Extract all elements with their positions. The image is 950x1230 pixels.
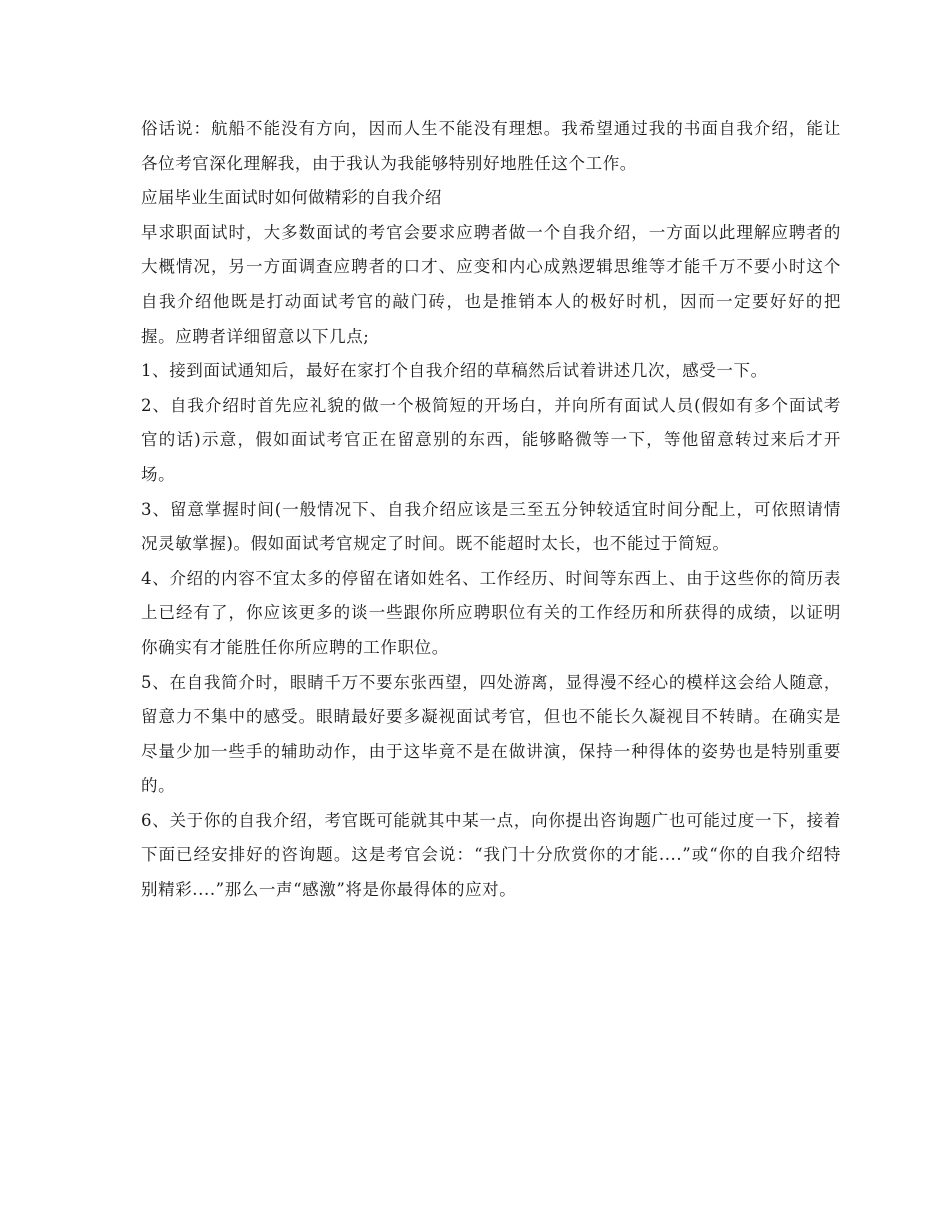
point-4: 4、介绍的内容不宜太多的停留在诸如姓名、工作经历、时间等东西上、由于这些你的简历表上已经有了，你应该更多的谈一些跟你所应聘职位有关的工作经历和所获得的成绩，以证明你确实有才能胜任你所应聘的工作职位。 <box>141 568 841 657</box>
intro-paragraph: 俗话说：航船不能没有方向，因而人生不能没有理想。我希望通过我的书面自我介绍，能让各位考官深化理解我，由于我认为我能够特别好地胜任这个工作。 <box>141 119 841 173</box>
section-heading: 应届毕业生面试时如何做精彩的自我介绍 <box>141 188 442 208</box>
point-3: 3、留意掌握时间(一般情况下、自我介绍应该是三至五分钟较适宜时间分配上，可依照请情况灵敏掌握)。假如面试考官规定了时间。既不能超时太长，也不能过于简短。 <box>141 499 841 554</box>
document-body <box>141 112 841 908</box>
point-1: 1、接到面试通知后，最好在家打个自我介绍的草稿然后试着讲述几次，感受一下。 <box>141 361 768 381</box>
point-5: 5、在自我简介时，眼睛千万不要东张西望，四处游离，显得漫不经心的模样这会给人随意，留意力不集中的感受。眼睛最好要多凝视面试考官，但也不能长久凝视目不转睛。在确实是尽量少加一些手的辅助动作，由于这毕竟不是在做讲演，保持一种得体的姿势也是特别重要的。 <box>141 672 841 796</box>
point-2: 2、自我介绍时首先应礼貌的做一个极简短的开场白，并向所有面试人员(假如有多个面试考官的话)示意，假如面试考官正在留意别的东西，能够略微等一下，等他留意转过来后才开场。 <box>141 395 841 484</box>
point-6: 6、关于你的自我介绍，考官既可能就其中某一点，向你提出咨询题广也可能过度一下，接着下面已经安排好的咨询题。这是考官会说：“我门十分欣赏你的才能....”或“你的自我介绍特别精彩....”那么一声“感激”将是你最得体的应对。 <box>141 810 841 900</box>
lead-paragraph: 早求职面试时，大多数面试的考官会要求应聘者做一个自我介绍，一方面以此理解应聘者的大概情况，另一方面调查应聘者的口才、应变和内心成熟逻辑思维等才能千万不要小时这个自我介绍他既是打动面试考官的敲门砖，也是推销本人的极好时机，因而一定要好好的把握。应聘者详细留意以下几点; <box>141 222 841 346</box>
